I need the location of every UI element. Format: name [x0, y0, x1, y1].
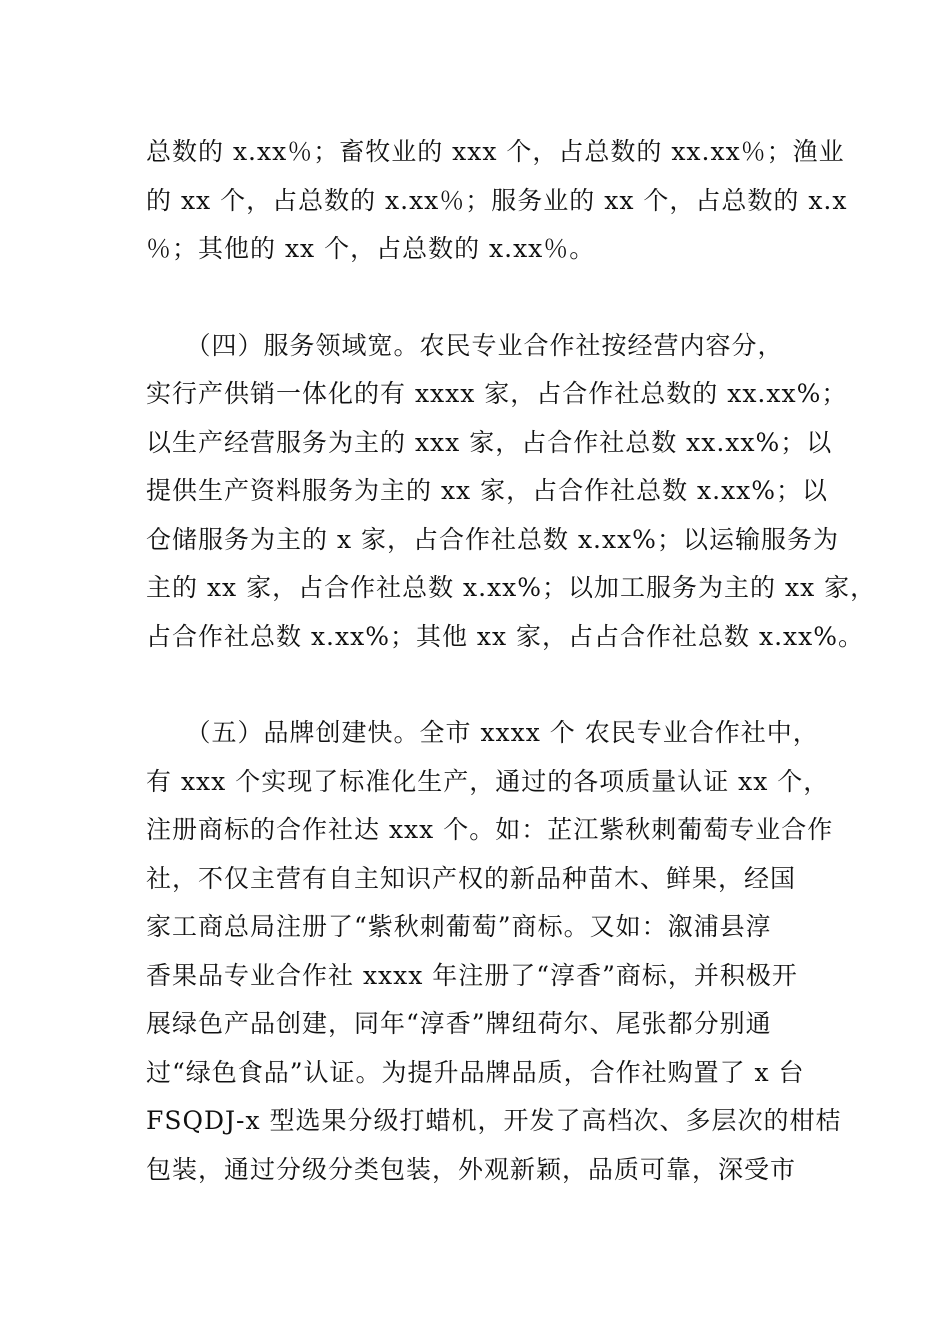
- text-line: 香果品专业合作社 xxxx 年注册了“淳香”商标，并积极开: [146, 960, 798, 990]
- text-line: 总数的 x.xx％；畜牧业的 xxx 个，占总数的 xx.xx％；渔业: [146, 137, 845, 166]
- text-line: ％；其他的 xx 个，占总数的 x.xx％。: [146, 234, 596, 263]
- text-line: 提供生产资料服务为主的 xx 家，占合作社总数 x.xx%；以: [146, 476, 829, 505]
- text-line: 包装，通过分级分类包装，外观新颖，品质可靠，深受市: [146, 1154, 797, 1184]
- paragraph-spacer: [146, 661, 826, 709]
- text-line: 有 xxx 个实现了标准化生产，通过的各项质量认证 xx 个，: [146, 766, 830, 796]
- text-line: 注册商标的合作社达 xxx 个。如：芷江紫秋刺葡萄专业合作: [146, 815, 834, 844]
- text-line: 主的 xx 家，占合作社总数 x.xx%；以加工服务为主的 xx 家，: [146, 573, 877, 602]
- text-line: FSQDJ-x 型选果分级打蜡机，开发了高档次、多层次的柑桔: [146, 1106, 842, 1135]
- text-line: （四）服务领域宽。农民专业合作社按经营内容分，: [146, 330, 784, 360]
- paragraph-spacer: [146, 274, 826, 322]
- text-line: 占合作社总数 x.xx%；其他 xx 家，占占合作社总数 x.xx%。: [146, 621, 864, 651]
- text-line: 过“绿色食品”认证。为提升品牌品质，合作社购置了 x 台: [146, 1057, 805, 1087]
- text-line: 仓储服务为主的 x 家，占合作社总数 x.xx%；以运输服务为: [146, 524, 839, 554]
- text-line: 社，不仅主营有自主知识产权的新品种苗木、鲜果，经国: [146, 863, 797, 893]
- text-line: 实行产供销一体化的有 xxxx 家，占合作社总数的 xx.xx%；: [146, 379, 848, 408]
- text-line: （五）品牌创建快。全市 xxxx 个 农民专业合作社中，: [146, 718, 819, 747]
- document-body: [146, 128, 877, 1194]
- text-line: 以生产经营服务为主的 xxx 家，占合作社总数 xx.xx%；以: [146, 427, 833, 457]
- paragraph-service-scope: [146, 322, 877, 662]
- paragraph-livestock-fishery-stats: [146, 128, 848, 274]
- text-line: 展绿色产品创建，同年“淳香”牌纽荷尔、尾张都分别通: [146, 1009, 772, 1038]
- text-line: 的 xx 个，占总数的 x.xx％；服务业的 xx 个，占总数的 x.x: [146, 185, 848, 215]
- paragraph-brand-building: [146, 709, 842, 1194]
- text-line: 家工商总局注册了“紫秋刺葡萄”商标。又如：溆浦县淳: [146, 912, 772, 941]
